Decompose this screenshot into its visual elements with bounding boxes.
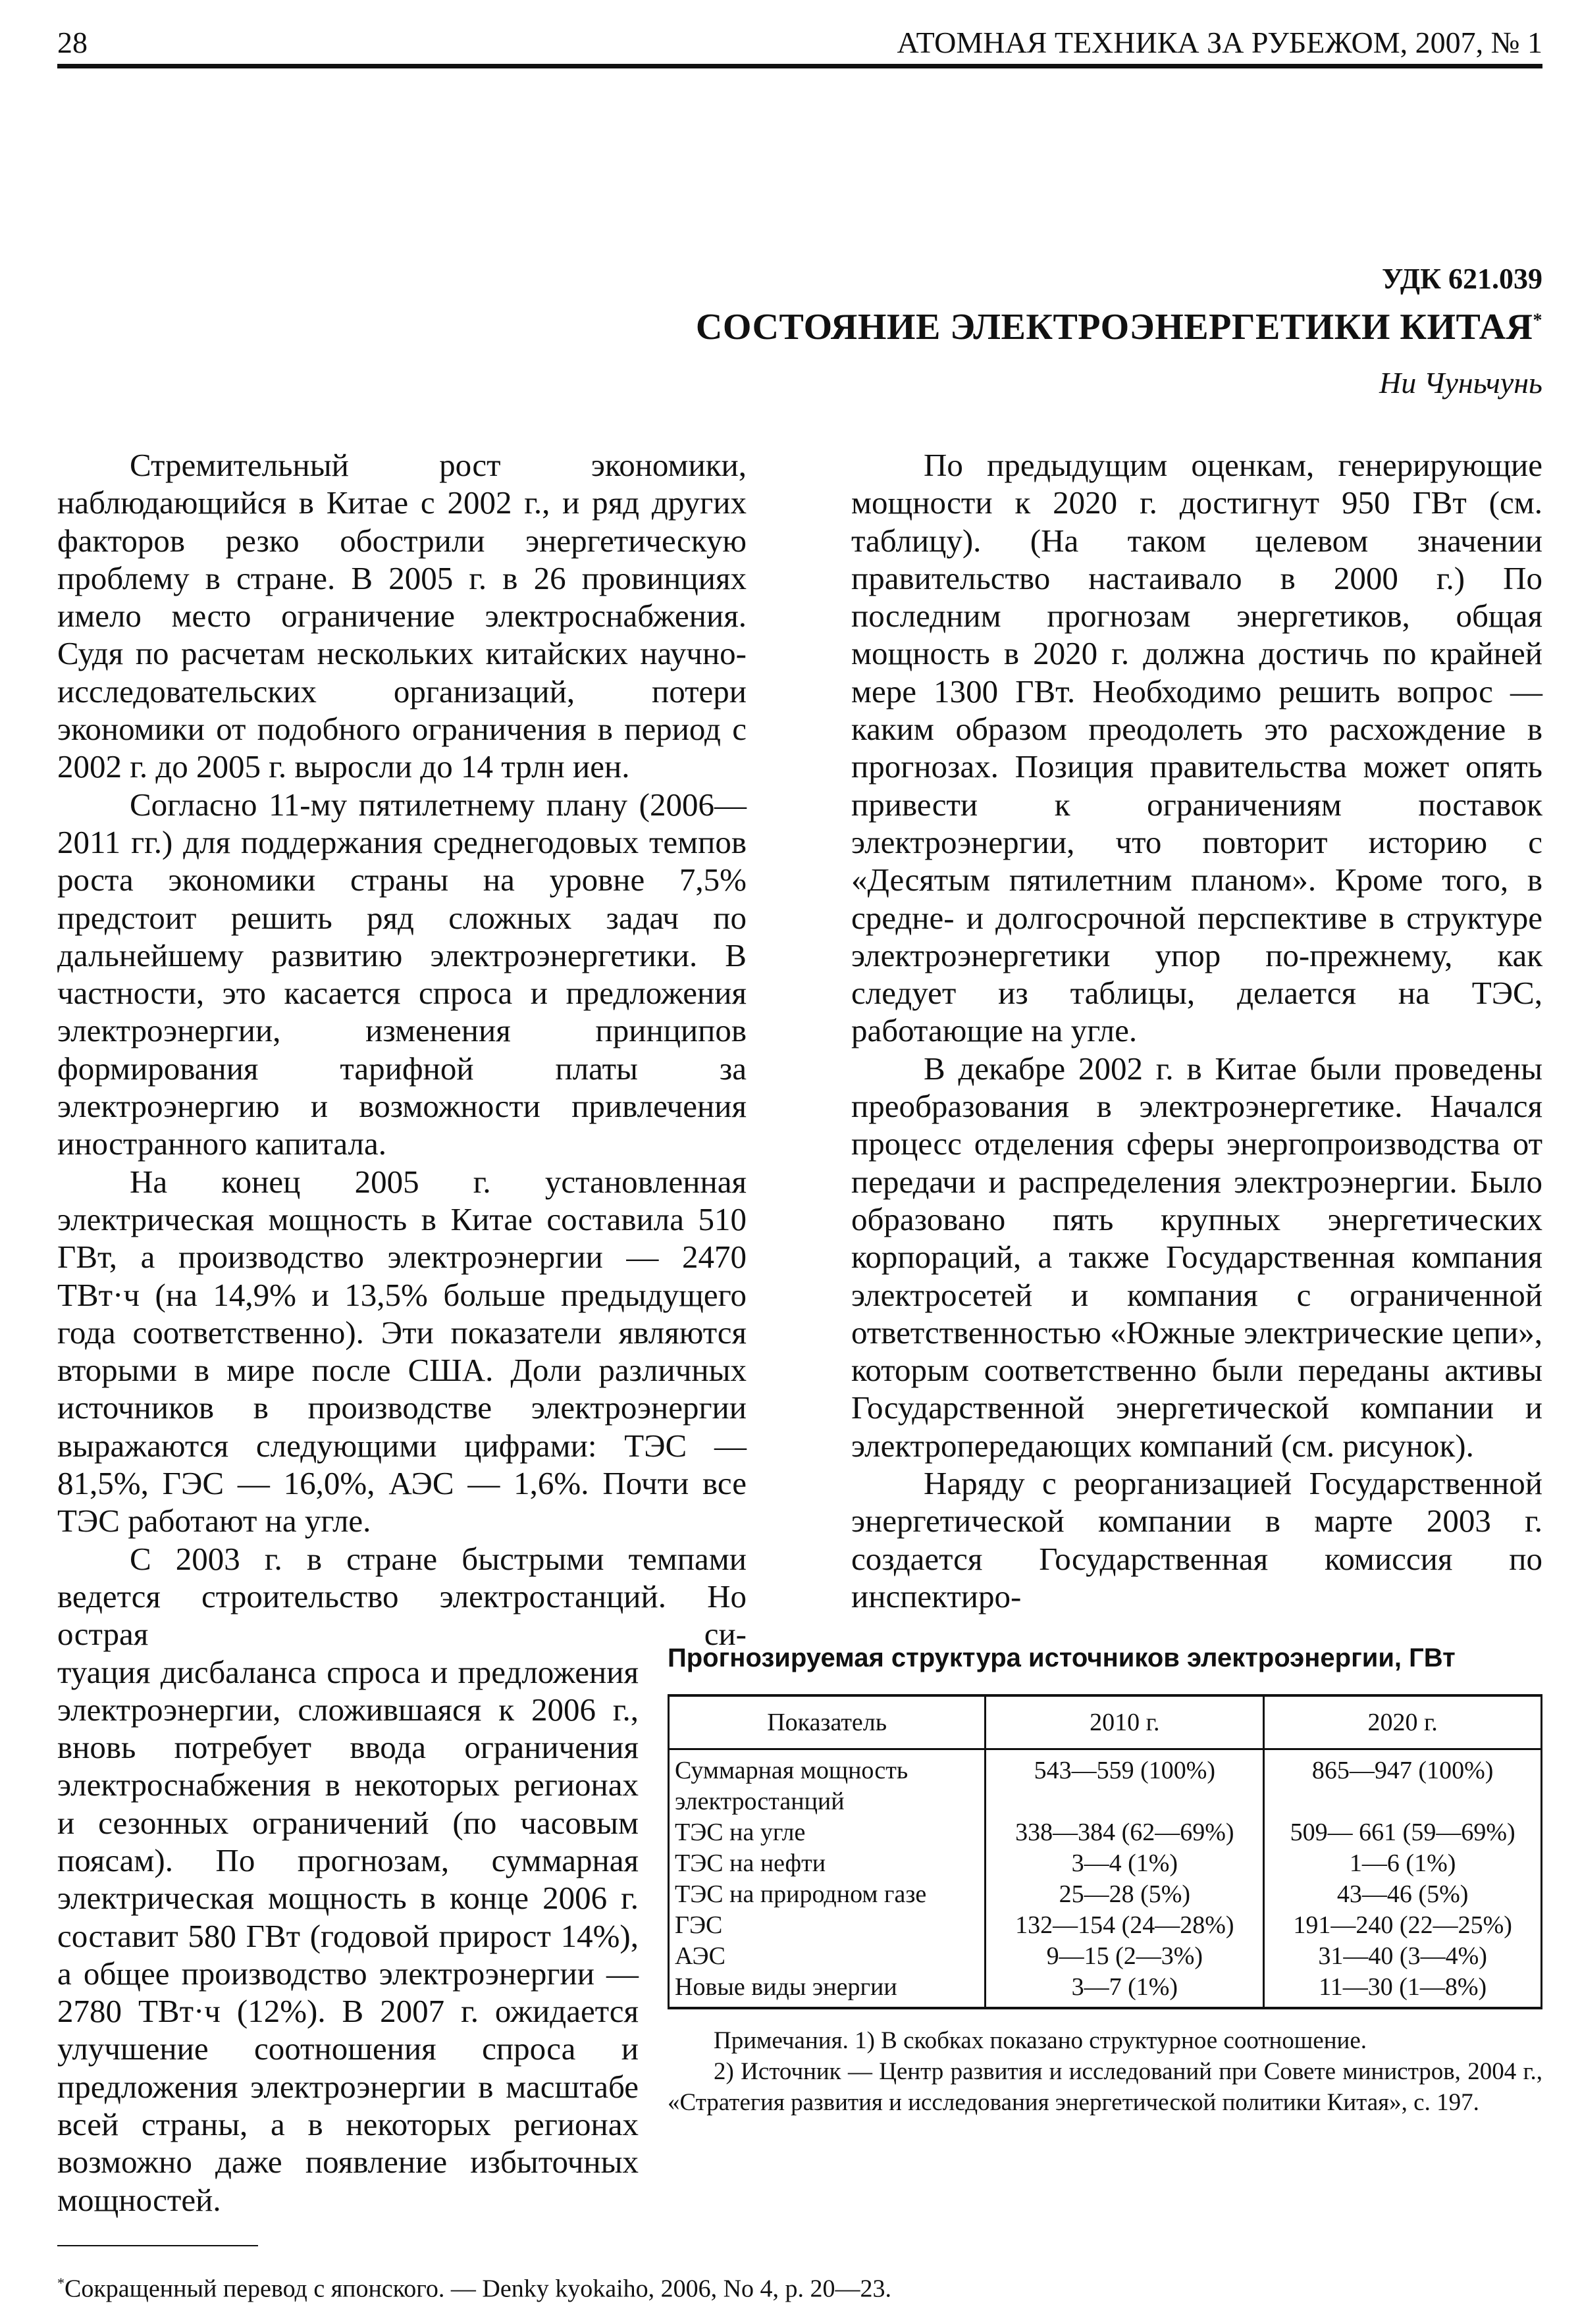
row-value: 132—154 (24—28%) [986,1910,1264,1941]
row-value: 43—46 (5%) [1264,1879,1542,1910]
row-value: 11—30 (1—8%) [1264,1972,1542,2008]
paragraph: туация дисбаланса спроса и предложения электроэнергии, сложившаяся к 2006 г., вновь потребует ввода ограничения электроснабжения в некоторых регионах и сезонных ограничений (по часовым поясам). По прогнозам, суммарная электрическая мощность в конце 2006 г. составит 580 ГВт (годовой прирост 14%), а общее производство электроэнергии — 2780 ТВт·ч (12%). В 2007 г. ожидается улучшение соотношения спроса и предложения электроэнергии в масштабе всей страны, а в некоторых регионах возможно даже появление избыточных мощностей. [57,1653,639,2218]
note: 2) Источник — Центр развития и исследований при Совете министров, 2004 г., «Стратегия развития и исследования энергетической политики Китая», с. 197. [668,2058,1542,2117]
row-value: 25—28 (5%) [986,1879,1264,1910]
forecast-table [668,1694,1542,2009]
table-row [669,1848,1542,1879]
row-label: ТЭС на угле [669,1817,986,1848]
row-label: ТЭС на природном газе [669,1879,986,1910]
left-column-top [57,446,747,1653]
column-header: 2010 г. [986,1695,1264,1749]
article-title [696,306,1542,348]
table-row [669,1972,1542,2008]
column-header: Показатель [669,1695,986,1749]
footnote [57,2268,1542,2304]
row-label: ГЭС [669,1910,986,1941]
footnote-text: Сокращенный перевод с японского. — Denky kyokaiho, 2006, No 4, p. 20—23. [65,2275,892,2303]
udk-code: УДК 621.039 [1381,263,1542,295]
paragraph: В декабре 2002 г. в Китае были проведены преобразования в электроэнергетике. Начался процесс отделения сферы энергопроизводства от передачи и распределения электроэнергии. Было образовано пять крупных энергетических корпораций, а также Государственная компания электросетей и компания с ограниченной ответственностью «Южные электрические цепи», которым соответственно были переданы активы Государственной энергетической компании и электропередающих компаний (см. рисунок). [851,1050,1542,1464]
row-value: 338—384 (62—69%) [986,1817,1264,1848]
left-column-continued [57,1653,639,2219]
table-row [669,1879,1542,1910]
journal-title: АТОМНАЯ ТЕХНИКА ЗА РУБЕЖОМ, 2007, № 1 [897,26,1542,59]
header-rule [57,64,1542,68]
footnote-mark: * [57,2275,65,2291]
row-value: 191—240 (22—25%) [1264,1910,1542,1941]
footnote-rule [57,2245,258,2246]
left-column [57,446,747,2219]
row-value: 1—6 (1%) [1264,1848,1542,1879]
row-value: 543—559 (100%) [986,1749,1264,1818]
row-label: АЭС [669,1941,986,1972]
paragraph: Согласно 11-му пятилетнему плану (2006—2011 гг.) для поддержания среднегодовых темпов роста экономики страны на уровне 7,5% предстоит решить ряд сложных задач по дальнейшему развитию электроэнергетики. В частности, это касается спроса и предложения электроэнергии, изменения принципов формирования тарифной платы за электроэнергию и возможности привлечения иностранного капитала. [57,786,747,1162]
row-label: Новые виды энергии [669,1972,986,2008]
right-column [668,446,1542,2118]
row-value: 3—7 (1%) [986,1972,1264,2008]
table-header-row [669,1695,1542,1749]
table-caption: Прогнозируемая структура источников электроэнергии, ГВт [668,1643,1456,1673]
footnote-area [57,2245,1542,2304]
paragraph: С 2003 г. в стране быстрыми темпами ведется строительство электростанций. Но острая си- [57,1540,747,1653]
table-row [669,1941,1542,1972]
paragraph: Стремительный рост экономики, наблюдающийся в Китае с 2002 г., и ряд других факторов резко обострили энергетическую проблему в стране. В 2005 г. в 26 провинциях имело место ограничение электроснабжения. Судя по расчетам нескольких китайских научно-исследовательских организаций, потери экономики от подобного ограничения в период с 2002 г. до 2005 г. выросли до 14 трлн иен. [57,447,747,785]
row-value: 3—4 (1%) [986,1848,1264,1879]
paragraph: Наряду с реорганизацией Государственной энергетической компании в марте 2003 г. создается Государственная комиссия по инспектиро- [851,1465,1542,1614]
note: Примечания. 1) В скобках показано структурное соотношение. [714,2027,1367,2055]
row-value: 865—947 (100%) [1264,1749,1542,1818]
table-row [669,1817,1542,1848]
row-label: ТЭС на нефти [669,1848,986,1879]
row-value: 31—40 (3—4%) [1264,1941,1542,1972]
table-row [669,1749,1542,1818]
paragraph: На конец 2005 г. установленная электрическая мощность в Китае составила 510 ГВт, а производство электроэнергии — 2470 ТВт·ч (на 14,9% и 13,5% больше предыдущего года соответственно). Эти показатели являются вторыми в мире после США. Доли различных источников в производстве электроэнергии выражаются следующими цифрами: ТЭС — 81,5%, ГЭС — 16,0%, АЭС — 1,6%. Почти все ТЭС работают на угле. [57,1163,747,1539]
article-author: Ни Чуньчунь [1379,366,1542,400]
paragraph: По предыдущим оценкам, генерирующие мощности к 2020 г. достигнут 950 ГВт (см. таблицу). (На таком целевом значении правительство настаивало в 2000 г.) По последним прогнозам энергетиков, общая мощность в 2020 г. должна достичь по крайней мере 1300 ГВт. Необходимо решить вопрос — каким образом преодолеть это расхождение в прогнозах. Позиция правительства может опять привести к ограничениям поставок электроэнергии, что повторит историю с «Десятым пятилетним планом». Кроме того, в средне- и долгосрочной перспективе в структуре электроэнергетики упор по-прежнему, как следует из таблицы, делается на ТЭС, работающие на угле. [851,447,1542,1049]
footnote-mark: * [1533,310,1542,331]
table-row [669,1910,1542,1941]
column-header: 2020 г. [1264,1695,1542,1749]
row-value: 9—15 (2—3%) [986,1941,1264,1972]
right-column-text [851,446,1542,1615]
page-number: 28 [57,26,88,59]
article-title-text: СОСТОЯНИЕ ЭЛЕКТРОЭНЕРГЕТИКИ КИТАЯ [695,307,1533,348]
table-notes [668,2025,1542,2118]
row-value: 509— 661 (59—69%) [1264,1817,1542,1848]
row-label: Суммарная мощность электростанций [669,1749,986,1818]
